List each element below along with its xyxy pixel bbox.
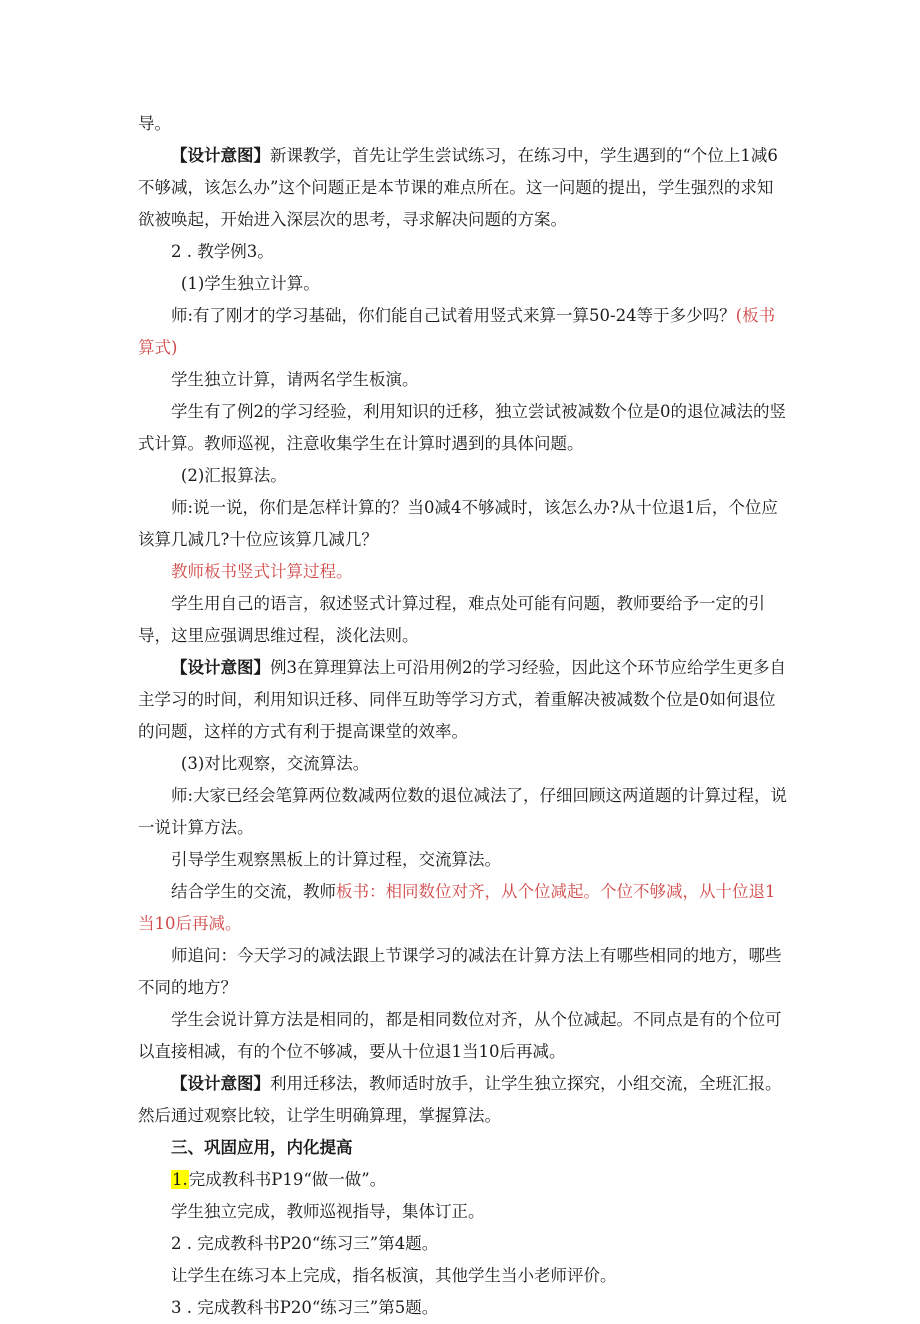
board-note-rule: 板书：相同数位对齐，从个位减起。个位不够减，从十位退1当10后再减。 xyxy=(138,882,776,933)
design-intent-text: 利用迁移法，教师适时放手，让学生独立探究，小组交流，全班汇报。然后通过观察比较，让学生明确算理，掌握算法。 xyxy=(138,1074,782,1125)
paragraph-teacher-followup: 师追问：今天学习的减法跟上节课学习的减法在计算方法上有哪些相同的地方，哪些不同的地方？ xyxy=(138,946,782,997)
design-intent-label: 【设计意图】 xyxy=(171,658,270,677)
exercise-text: 完成教科书P19“做一做”。 xyxy=(188,1170,387,1189)
heading-example-3: 2 . 教学例3。 xyxy=(171,242,274,261)
paragraph-continuation: 导。 xyxy=(138,114,171,133)
exercise-item-2: 2 . 完成教科书P20“练习三”第4题。 xyxy=(171,1234,439,1253)
paragraph-design-intent-2 xyxy=(138,652,788,748)
design-intent-text: 例3在算理算法上可沿用例2的学习经验，因此这个环节应给学生更多自主学习的时间，利用知识迁移、同伴互助等学习方式，着重解决被减数个位是0如何退位的问题，这样的方式有利于提高课堂的效率。 xyxy=(138,658,786,741)
paragraph-student-answer: 学生会说计算方法是相同的，都是相同数位对齐，从个位减起。不同点是有的个位可以直接相减，有的个位不够减，要从十位退1当10后再减。 xyxy=(138,1010,782,1061)
paragraph-guide-observe: 引导学生观察黑板上的计算过程，交流算法。 xyxy=(171,850,501,869)
section-heading-consolidate: 三、巩固应用，内化提高 xyxy=(171,1138,353,1157)
paragraph-teacher-question-2: 师:说一说，你们是怎样计算的？当0减4不够减时，该怎么办?从十位退1后，个位应该算几减几?十位应该算几减几？ xyxy=(138,498,778,549)
paragraph-teacher-question-3: 师:大家已经会笔算两位数减两位数的退位减法了，仔细回顾这两道题的计算过程，说一说计算方法。 xyxy=(138,786,788,837)
paragraph-exercise-2-desc: 让学生在练习本上完成，指名板演，其他学生当小老师评价。 xyxy=(171,1266,617,1285)
exercise-item-3: 3 . 完成教科书P20“练习三”第5题。 xyxy=(171,1298,439,1317)
paragraph-design-intent-3 xyxy=(138,1068,788,1132)
design-intent-label: 【设计意图】 xyxy=(171,146,270,165)
board-summary-intro: 结合学生的交流，教师 xyxy=(171,882,336,901)
board-note-vertical: 教师板书竖式计算过程。 xyxy=(171,562,353,581)
step-independent-calc: (1)学生独立计算。 xyxy=(180,274,320,293)
step-compare-observe: (3)对比观察，交流算法。 xyxy=(180,754,370,773)
paragraph-teacher-question-1 xyxy=(138,300,788,364)
paragraph-exercise-1-desc: 学生独立完成，教师巡视指导，集体订正。 xyxy=(171,1202,485,1221)
design-intent-label: 【设计意图】 xyxy=(171,1074,270,1093)
highlighted-number: 1. xyxy=(172,1170,188,1189)
step-report-method: (2)汇报算法。 xyxy=(180,466,287,485)
paragraph-student-narrate: 学生用自己的语言，叙述竖式计算过程，难点处可能有问题，教师要给予一定的引导，这里应强调思维过程，淡化法则。 xyxy=(138,594,765,645)
paragraph-board-summary xyxy=(138,876,788,940)
paragraph-transfer: 学生有了例2的学习经验，利用知识的迁移，独立尝试被减数个位是0的退位减法的竖式计算。教师巡视，注意收集学生在计算时遇到的具体问题。 xyxy=(138,402,786,453)
document-page xyxy=(138,108,788,1324)
design-intent-text: 新课教学，首先让学生尝试练习，在练习中，学生遇到的“个位上1减6不够减，该怎么办”这个问题正是本节课的难点所在。这一问题的提出，学生强烈的求知欲被唤起，开始进入深层次的思考，寻求解决问题的方案。 xyxy=(138,146,778,229)
paragraph-student-calc: 学生独立计算，请两名学生板演。 xyxy=(171,370,419,389)
exercise-item-1 xyxy=(138,1164,788,1196)
teacher-question-text: 师:有了刚才的学习基础，你们能自己试着用竖式来算一算50-24等于多少吗？ xyxy=(171,306,736,325)
paragraph-design-intent-1 xyxy=(138,140,788,236)
board-note-formula: (板书算式) xyxy=(138,306,776,357)
